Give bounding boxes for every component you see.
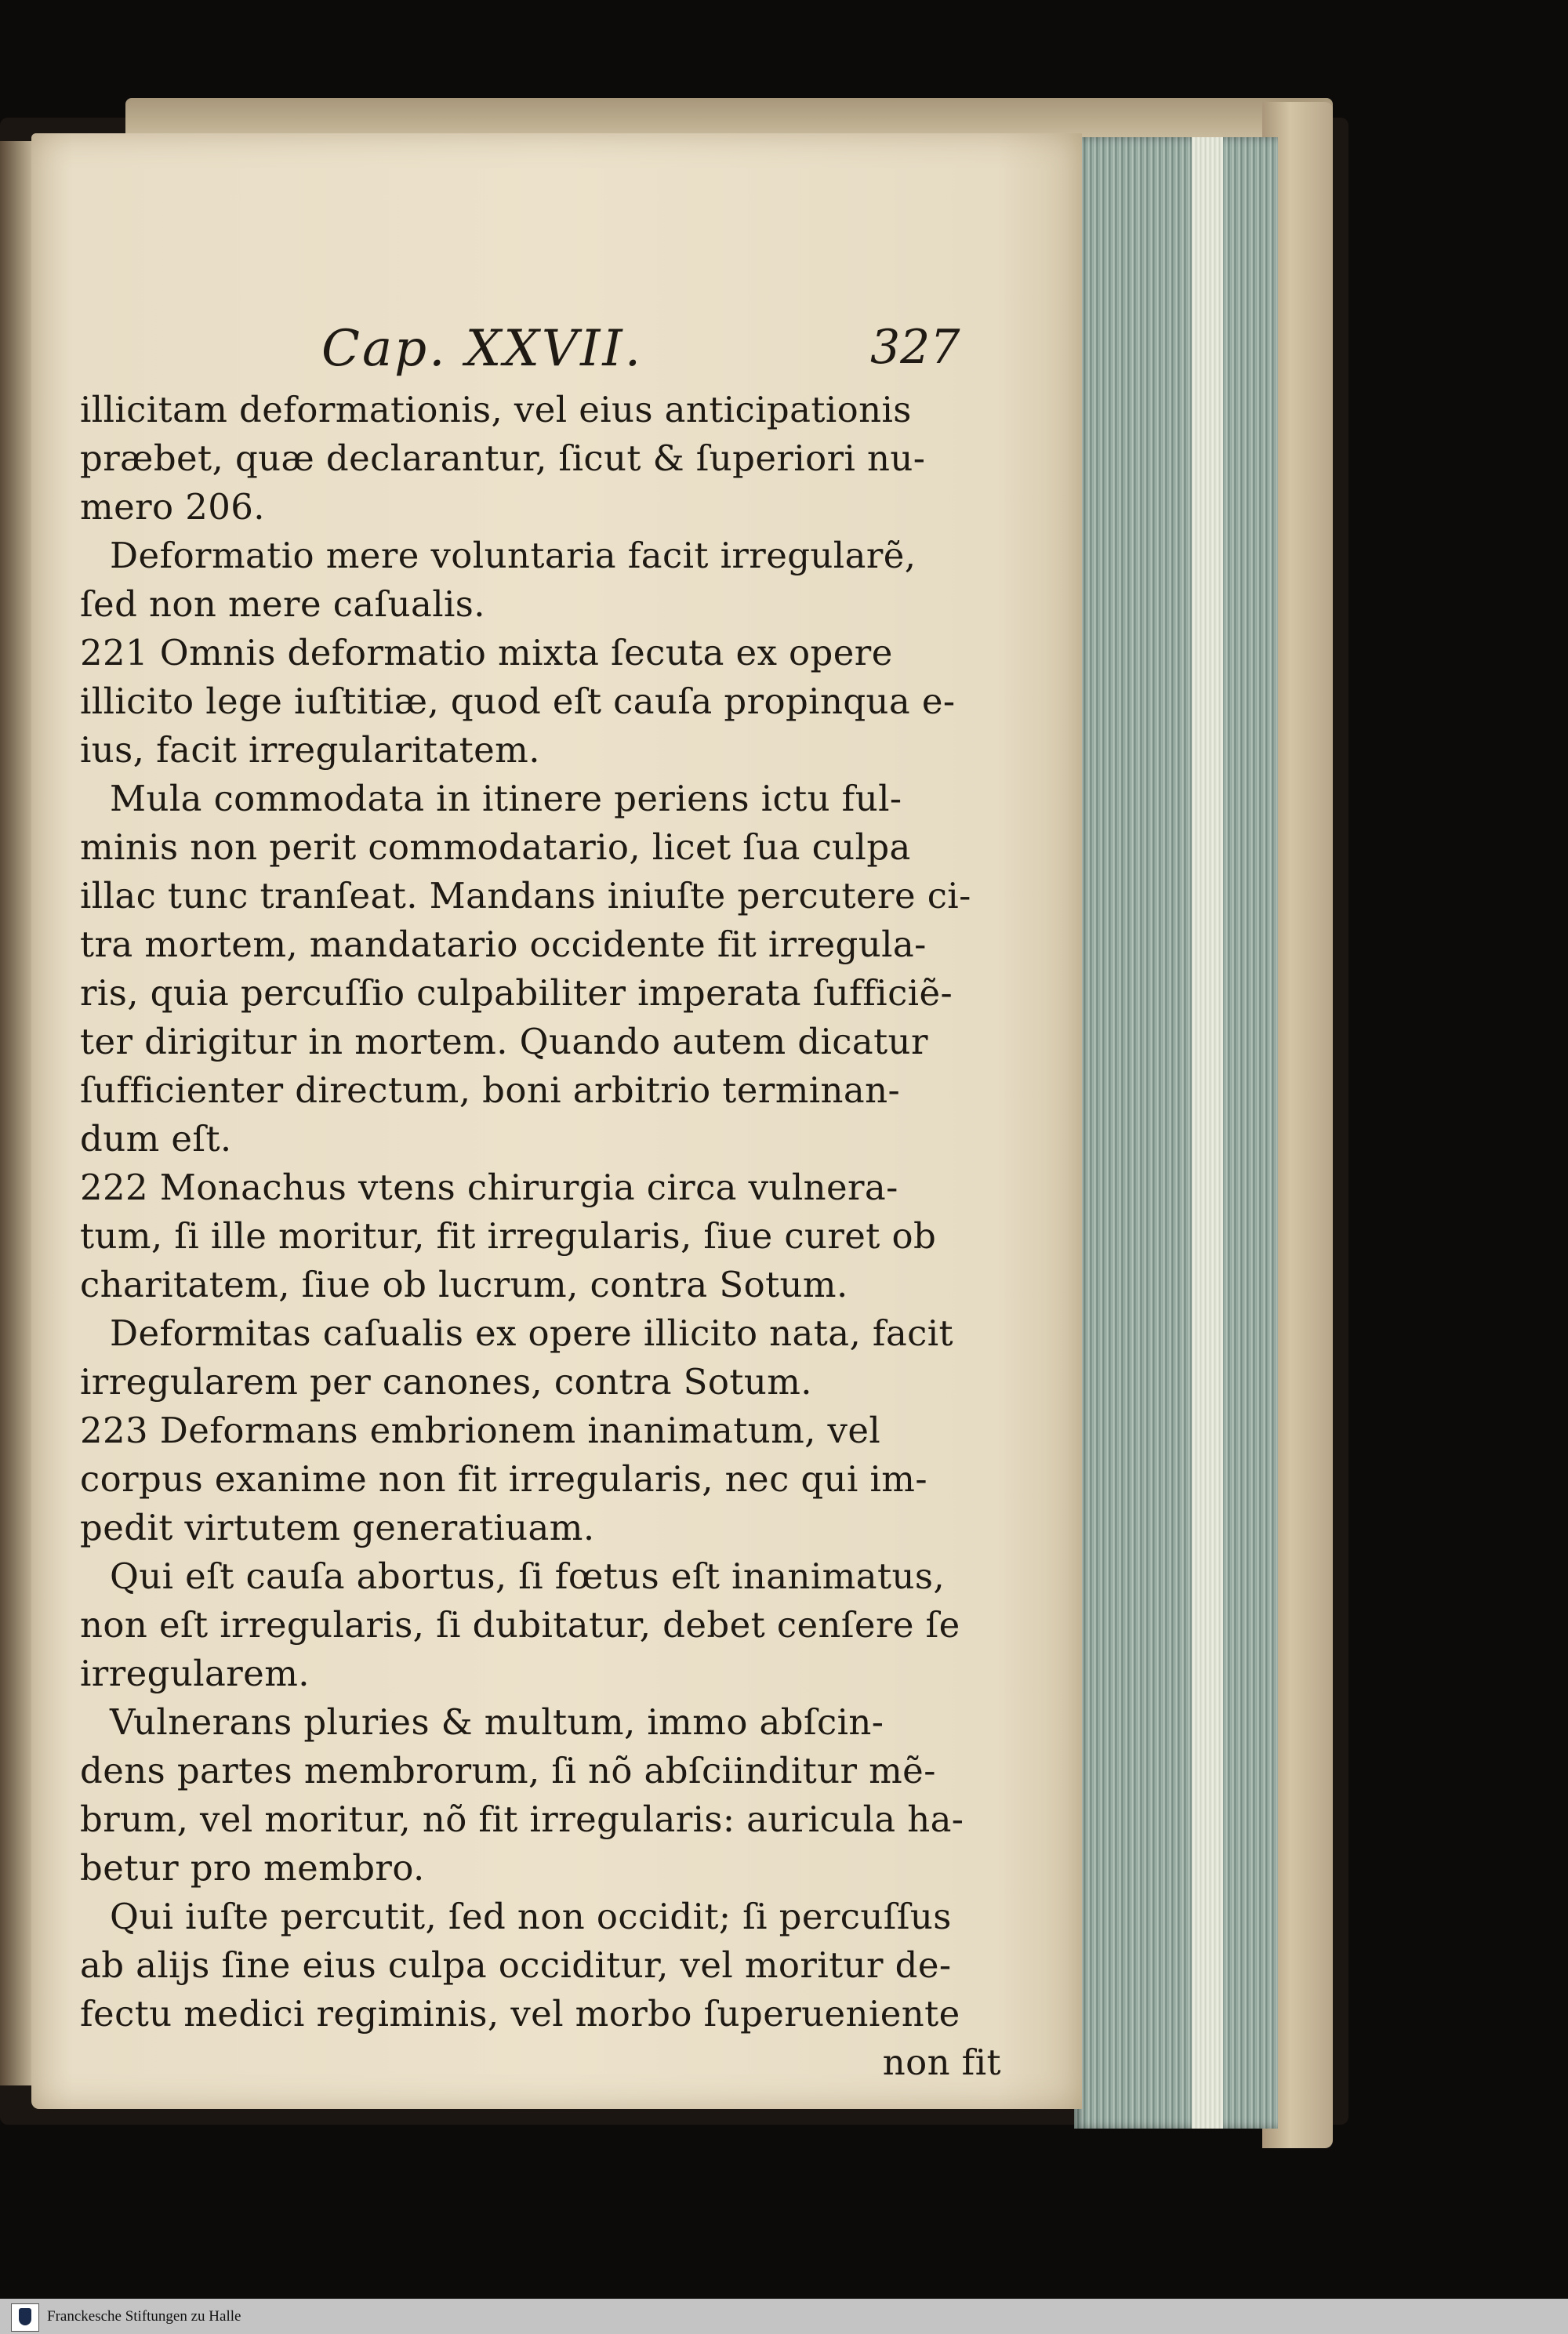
text-line: tum, ſi ille moritur, fit irregularis, ſiue curet ob: [80, 1215, 937, 1257]
text-line: ſed non mere caſualis.: [80, 583, 485, 625]
text-line: charitatem, ſiue ob lucrum, contra Sotum.: [80, 1264, 848, 1305]
text-line: mero 206.: [80, 486, 266, 528]
text-line: ter dirigitur in mortem. Quando autem dicatur: [80, 1021, 928, 1062]
text-line: ris, quia percuſſio culpabiliter imperata ſufficiẽ-: [80, 972, 953, 1014]
text-line: corpus exanime non fit irregularis, nec qui im-: [80, 1458, 927, 1500]
text-line: Qui eſt cauſa abortus, ſi fœtus eſt inanimatus,: [110, 1555, 946, 1597]
text-line: fectu medici regiminis, vel morbo ſuperueniente: [80, 1993, 960, 2035]
institution-name: Franckesche Stiftungen zu Halle: [47, 2308, 241, 2325]
body-text: [80, 386, 1001, 2087]
text-line: 223 Deformans embrionem inanimatum, vel: [80, 1410, 881, 1451]
text-line: brum, vel moritur, nõ fit irregularis: auricula ha-: [80, 1799, 964, 1840]
text-line: Qui iuſte percutit, ſed non occidit; ſi percuſſus: [110, 1896, 952, 1937]
text-line: dens partes membrorum, ſi nõ abſciinditur mẽ-: [80, 1750, 936, 1791]
footer-bar: [0, 2299, 1568, 2334]
page-number: 327: [870, 320, 960, 375]
text-line: ab alijs ſine eius culpa occiditur, vel moritur de-: [80, 1944, 952, 1986]
text-line: irregularem per canones, contra Sotum.: [80, 1361, 813, 1403]
text-line: minis non perit commodatario, licet ſua culpa: [80, 826, 911, 868]
chapter-heading: Cap. XXVII.: [321, 320, 644, 378]
text-line: ſufficienter directum, boni arbitrio terminan-: [80, 1069, 901, 1111]
page-edges: [1074, 137, 1278, 2129]
text-line: illac tunc tranſeat. Mandans iniuſte percutere ci-: [80, 875, 971, 917]
left-page-edge: [0, 141, 31, 2085]
text-line: tra mortem, mandatario occidente fit irregula-: [80, 924, 927, 965]
text-line: betur pro membro.: [80, 1847, 425, 1889]
text-line: dum eſt.: [80, 1118, 232, 1160]
page-edges-light: [1192, 137, 1223, 2129]
text-line: 221 Omnis deformatio mixta ſecuta ex opere: [80, 632, 893, 673]
text-line: irregularem.: [80, 1653, 310, 1694]
text-line: præbet, quæ declarantur, ſicut & ſuperiori nu-: [80, 437, 926, 479]
text-line: ius, facit irregularitatem.: [80, 729, 540, 771]
text-line: Deformitas caſualis ex opere illicito nata, facit: [110, 1312, 954, 1354]
text-line: illicito lege iuſtitiæ, quod eſt cauſa propinqua e-: [80, 681, 956, 722]
text-line: Mula commodata in itinere periens ictu ful-: [110, 778, 902, 819]
text-line: pedit virtutem generatiuam.: [80, 1507, 595, 1548]
text-line: illicitam deformationis, vel eius anticipationis: [80, 389, 912, 430]
institution-logo-icon: [11, 2303, 39, 2332]
book-page: [31, 133, 1082, 2109]
text-line: Vulnerans pluries & multum, immo abſcin-: [110, 1701, 884, 1743]
text-line: 222 Monachus vtens chirurgia circa vulnera-: [80, 1167, 898, 1208]
catchword: non fit: [882, 2042, 1001, 2083]
text-line: Deformatio mere voluntaria facit irregularẽ,: [110, 535, 916, 576]
logo-mark-icon: [19, 2308, 31, 2325]
text-line: non eſt irregularis, ſi dubitatur, debet cenſere ſe: [80, 1604, 960, 1646]
